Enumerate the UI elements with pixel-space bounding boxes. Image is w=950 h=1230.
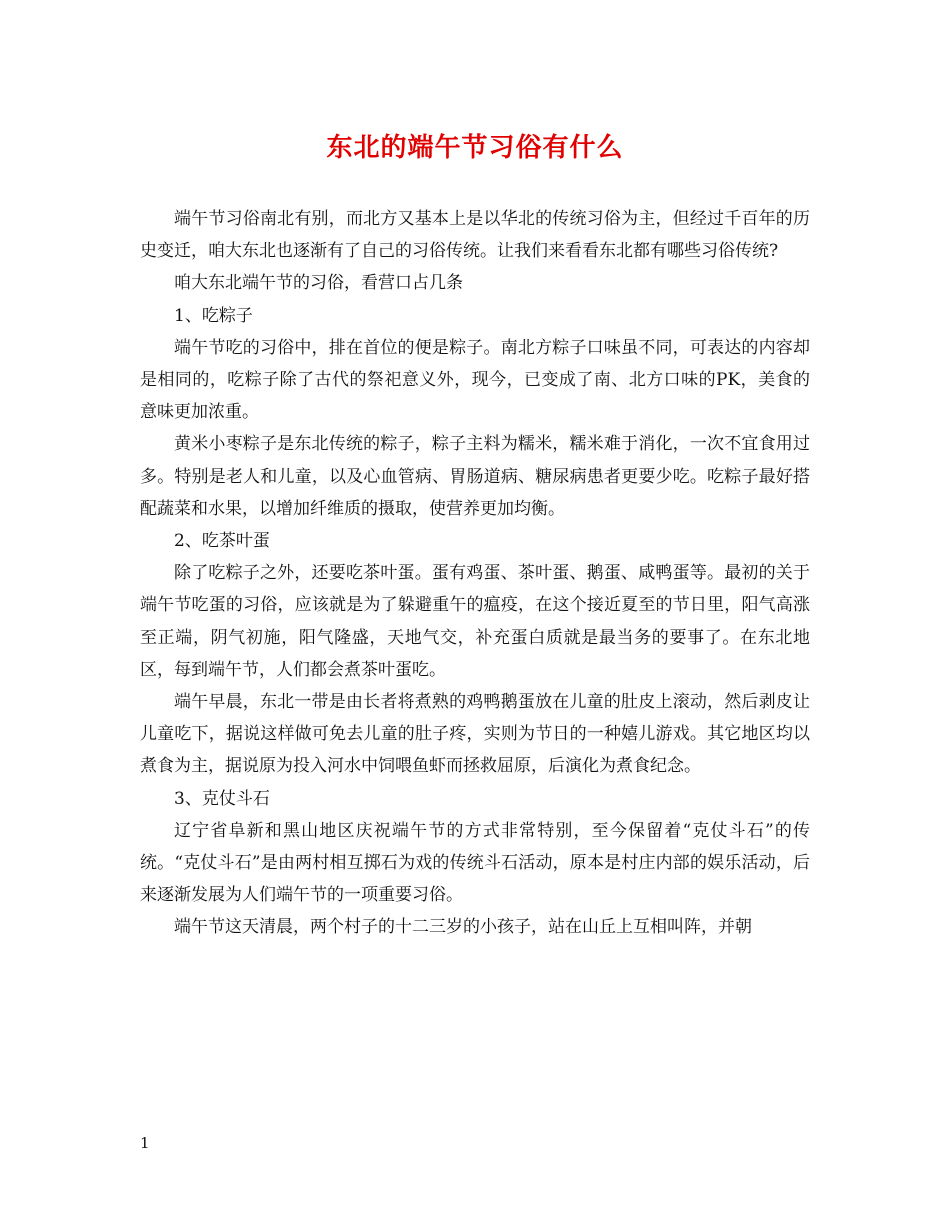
page-number: 1 [140,1134,150,1152]
paragraph-zongzi-1: 端午节吃的习俗中，排在首位的便是粽子。南北方粽子口味虽不同，可表达的内容却是相同的，吃粽子除了古代的祭祀意义外，现今，已变成了南、北方口味的PK，美食的意味更加浓重。 [140,337,810,423]
document-title: 东北的端午节习俗有什么 [326,133,624,163]
paragraph-intro: 端午节习俗南北有别，而北方又基本上是以华北的传统习俗为主，但经过千百年的历史变迁，咱大东北也逐渐有了自己的习俗传统。让我们来看看东北都有哪些习俗传统? [140,209,810,262]
paragraph-zongzi-2: 黄米小枣粽子是东北传统的粽子，粽子主料为糯米，糯米难于消化，一次不宜食用过多。特别是老人和儿童，以及心血管病、胃肠道病、糖尿病患者更要少吃。吃粽子最好搭配蔬菜和水果，以增加纤维质的摄取，使营养更加均衡。 [140,434,810,519]
document-body [140,203,810,944]
section-heading-tea-egg: 2、吃茶叶蛋 [174,531,270,552]
paragraph-tea-egg-2: 端午早晨，东北一带是由长者将煮熟的鸡鸭鹅蛋放在儿童的肚皮上滚动，然后剥皮让儿童吃下，据说这样做可免去儿童的肚子疼，实则为节日的一种嬉儿游戏。其它地区均以煮食为主，据说原为投入河水中饲喂鱼虾而拯救屈原，后演化为煮食纪念。 [140,692,810,777]
paragraph-tea-egg-1: 除了吃粽子之外，还要吃茶叶蛋。蛋有鸡蛋、茶叶蛋、鹅蛋、咸鸭蛋等。最初的关于端午节吃蛋的习俗，应该就是为了躲避重午的瘟疫，在这个接近夏至的节日里，阳气高涨至正端，阴气初施，阳气隆盛，天地气交，补充蛋白质就是最当务的要事了。在东北地区，每到端午节，人们都会煮茶叶蛋吃。 [140,563,810,680]
paragraph-stone-fight-1: 辽宁省阜新和黑山地区庆祝端午节的方式非常特别，至今保留着“克仗斗石”的传统。“克仗斗石”是由两村相互掷石为戏的传统斗石活动，原本是村庄内部的娱乐活动，后来逐渐发展为人们端午节的一项重要习俗。 [140,820,810,906]
section-heading-zongzi: 1、吃粽子 [174,305,253,326]
paragraph-stone-fight-2: 端午节这天清晨，两个村子的十二三岁的小孩子，站在山丘上互相叫阵，并朝 [174,917,752,938]
section-heading-stone-fight: 3、克仗斗石 [174,788,270,809]
paragraph-subtitle: 咱大东北端午节的习俗，看营口占几条 [174,273,463,294]
